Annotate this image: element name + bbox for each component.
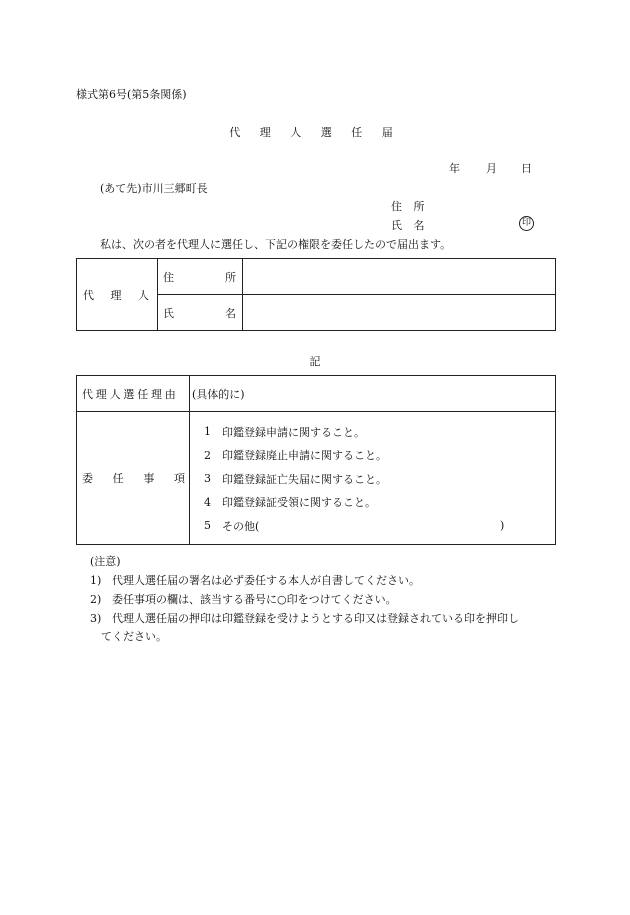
delegation-item[interactable]: 2 印鑑登録廃止申請に関すること。 [204,448,387,463]
agent-header: 代 理 人 [83,288,149,302]
note-item: 2) 委任事項の欄は、該当する番号に○印をつけてください。 [90,593,397,606]
delegation-table [76,375,556,545]
other-close-paren: ) [500,519,505,533]
delegation-items [190,412,556,545]
reason-label: 代理人選任理由 [77,376,190,412]
seal-mark-icon: 印 [519,216,534,231]
delegation-label-cell [77,412,190,545]
page-title: 代 理 人 選 任 届 [229,126,401,139]
agent-name-label-cell: 氏 名 [158,295,243,331]
date-day: 日 [521,162,532,175]
delegation-item[interactable]: 4 印鑑登録証受領に関すること。 [204,495,376,510]
applicant-address-label: 住 所 [391,200,429,213]
note-item-continuation: てください。 [101,630,167,643]
date-year: 年 [449,162,460,175]
applicant-name-label: 氏 名 [391,219,429,232]
date-month: 月 [486,162,497,175]
delegation-item[interactable]: 3 印鑑登録証亡失届に関すること。 [204,472,387,486]
note-item: 3) 代理人選任届の押印は印鑑登録を受けようとする印又は登録されている印を押印し [90,612,519,625]
reason-field[interactable]: (具体的に) [190,376,556,412]
delegation-label: 委 任 事 項 [82,471,185,485]
agent-table [76,258,556,331]
notes-title: (注意) [90,555,121,568]
declaration-text: 私は、次の者を代理人に選任し、下記の権限を委任したので届出ます。 [100,238,452,251]
agent-header-cell [77,259,158,331]
delegation-item-other[interactable]: 5 その他( ) [204,519,505,533]
form-number: 様式第6号(第5条関係) [76,88,187,101]
addressee: (あて先)市川三郷町長 [100,182,208,195]
note-item: 1) 代理人選任届の署名は必ず委任する本人が自書してください。 [90,574,420,587]
agent-address-field[interactable] [243,259,556,295]
delegation-item[interactable]: 1 印鑑登録申請に関すること。 [204,425,365,439]
agent-name-field[interactable] [243,295,556,331]
ki-heading: 記 [309,355,321,368]
agent-address-label-cell: 住 所 [158,259,243,295]
